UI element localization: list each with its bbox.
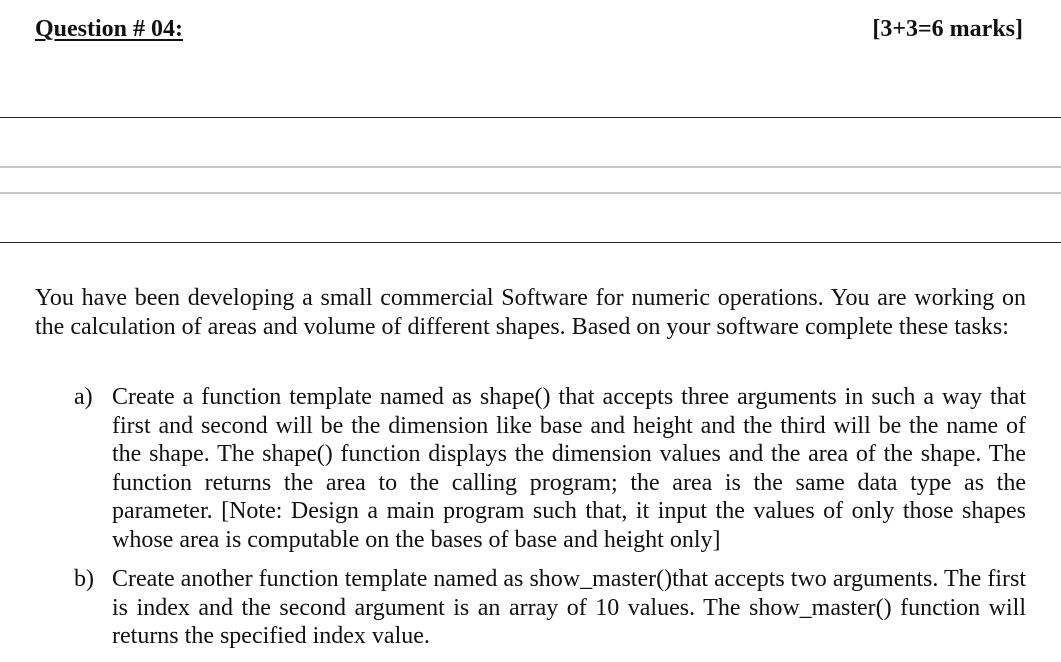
question-marks: [3+3=6 marks] (872, 16, 1023, 42)
divider-line (0, 166, 1061, 168)
task-item-a (74, 383, 1026, 554)
question-title: Question # 04: (35, 16, 184, 42)
divider-line (0, 117, 1061, 118)
task-marker: a) (74, 384, 93, 410)
divider-line (0, 242, 1061, 243)
task-text: Create another function template named as show_master()that accepts two arguments. The first is index and the second argument is an array of 10 values. The show_master() function will returns the specified index value. (112, 566, 1026, 649)
task-text: Create a function template named as shape() that accepts three arguments in such a way that first and second will be the dimension like base and height and the third will be the name of the shape. The shape() function displays the dimension values and the area of the shape. The function returns the area to the calling program; the area is the same data type as the parameter. [Note: Design a main program such that, it input the values of only those shapes whose area is computable on the bases of base and height only] (112, 384, 1026, 553)
divider-line (0, 192, 1061, 194)
task-marker: b) (74, 566, 94, 592)
question-intro: You have been developing a small commercial Software for numeric operations. You are working on the calculation of areas and volume of different shapes. Based on your software complete these tasks: (35, 285, 1026, 340)
task-item-b (74, 565, 1026, 651)
